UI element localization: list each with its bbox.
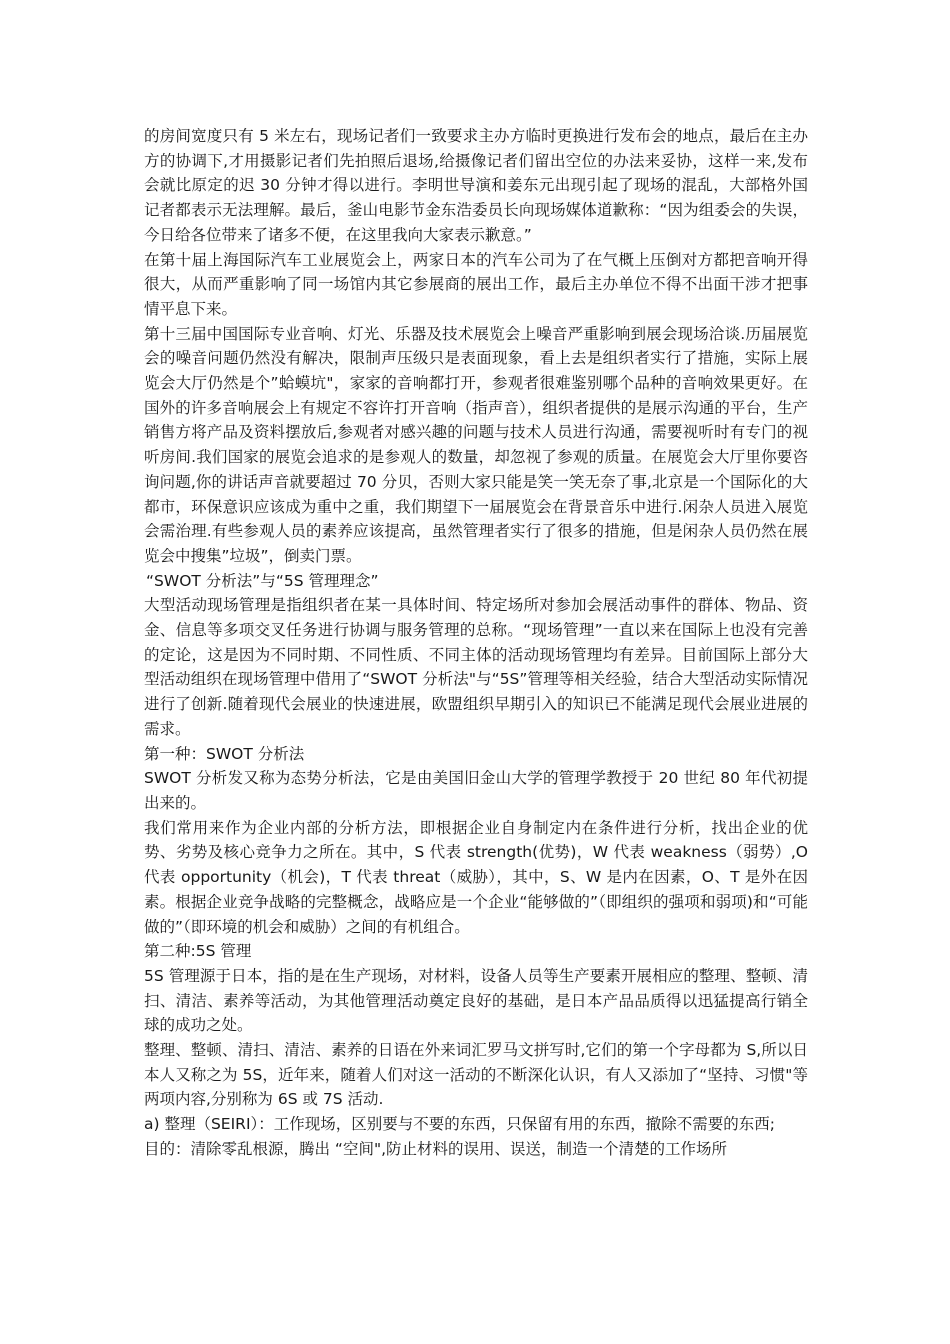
paragraph-site-management: 大型活动现场管理是指组织者在某一具体时间、特定场所对参加会展活动事件的群体、物品、资金、信息等多项交叉任务进行协调与服务管理的总称。“现场管理”一直以来在国际上也没有完善的定论，这是因为不同时期、不同性质、不同主体的活动现场管理均有差异。目前国际上部分大型活动组织在现场管理中借用了“SWOT 分析法"与“5S”管理等相关经验，结合大型活动实际情况进行了创新.随着现代会展业的快速进展，欧盟组织早期引入的知识已不能满足现代会展业进展的需求。	[144, 596, 808, 738]
heading-swot: 第一种：SWOT 分析法	[144, 744, 305, 763]
paragraph-5s-naming: 整理、整顿、清扫、清洁、素养的日语在外来词汇罗马文拼写时,它们的第一个字母都为 S,所以日本人又称之为 5S，近年来，随着人们对这一活动的不断深化认识，有人又添加了“坚持、习惯"等两项内容,分别称为 6S 或 7S 活动.	[144, 1041, 808, 1109]
section-title: “SWOT 分析法”与“5S 管理理念”	[146, 571, 379, 590]
paragraph-swot-definition: 我们常用来作为企业内部的分析方法，即根据企业自身制定内在条件进行分析，找出企业的优势、劣势及核心竞争力之所在。其中，S 代表 strength(优势)，W 代表 weakness（弱势）,O 代表 opportunity（机会)，T 代表 threat（威胁），其中，S、W 是内在因素，O、T 是外在因素。根据企业竞争战略的完整概念，战略应是一个企业“能够做的”（即组织的强项和弱项)和“可能做的”（即环境的机会和威胁）之间的有机组合。	[144, 818, 808, 936]
paragraph-auto-show: 在第十届上海国际汽车工业展览会上，两家日本的汽车公司为了在气概上压倒对方都把音响开得很大，从而严重影响了同一场馆内其它参展商的展出工作，最后主办单位不得不出面干涉才把事情平息下来。	[144, 250, 808, 318]
paragraph-seiri: a) 整理（SEIRI）：工作现场，区别要与不要的东西，只保留有用的东西，撤除不需要的东西;	[144, 1115, 775, 1134]
paragraph-seiri-purpose: 目的：清除零乱根源，腾出 “空间",防止材料的误用、误送，制造一个清楚的工作场所	[144, 1139, 728, 1158]
paragraph-festival-press: 的房间宽度只有 5 米左右，现场记者们一致要求主办方临时更换进行发布会的地点，最后在主办方的协调下,才用摄影记者们先拍照后退场,给摄像记者们留出空位的办法来妥协，这样一来,发布会就比原定的迟 30 分钟才得以进行。李明世导演和姜东元出现引起了现场的混乱，大部格外国记者都表示无法理解。最后，釜山电影节金东浩委员长向现场媒体道歉称：“因为组委会的失误，今日给各位带来了诸多不便，在这里我向大家表示歉意。”	[144, 127, 808, 244]
paragraph-swot-origin: SWOT 分析发又称为态势分析法，它是由美国旧金山大学的管理学教授于 20 世纪 80 年代初提出来的。	[144, 769, 808, 812]
paragraph-audio-expo: 第十三届中国国际专业音响、灯光、乐器及技术展览会上噪音严重影响到展会现场洽谈.历届展览会的噪音问题仍然没有解决，限制声压级只是表面现象，看上去是组织者实行了措施，实际上展览会大厅仍然是个”蛤蟆坑"，家家的音响都打开，参观者很难鉴别哪个品种的音响效果更好。在国外的许多音响展会上有规定不容许打开音响（指声音），组织者提供的是展示沟通的平台，生产销售方将产品及资料摆放后,参观者对感兴趣的问题与技术人员进行沟通，需要视听时有专门的视听房间.我们国家的展览会追求的是参观人的数量，却忽视了参观的质量。在展览会大厅里你要咨询问题,你的讲话声音就要超过 70 分贝，否则大家只能是笑一笑无奈了事,北京是一个国际化的大都市，环保意识应该成为重中之重，我们期望下一届展览会在背景音乐中进行.闲杂人员进入展览会需治理.有些参观人员的素养应该提高，虽然管理者实行了很多的措施，但是闲杂人员仍然在展览会中搜集”垃圾”，倒卖门票。	[144, 324, 808, 565]
document-page	[144, 124, 808, 1162]
heading-5s: 第二种:5S 管理	[144, 942, 252, 961]
paragraph-5s-origin: 5S 管理源于日本，指的是在生产现场，对材料，设备人员等生产要素开展相应的整理、整顿、清扫、清洁、素养等活动，为其他管理活动奠定良好的基础，是日本产品品质得以迅猛提高行销全球的成功之处。	[144, 966, 808, 1035]
